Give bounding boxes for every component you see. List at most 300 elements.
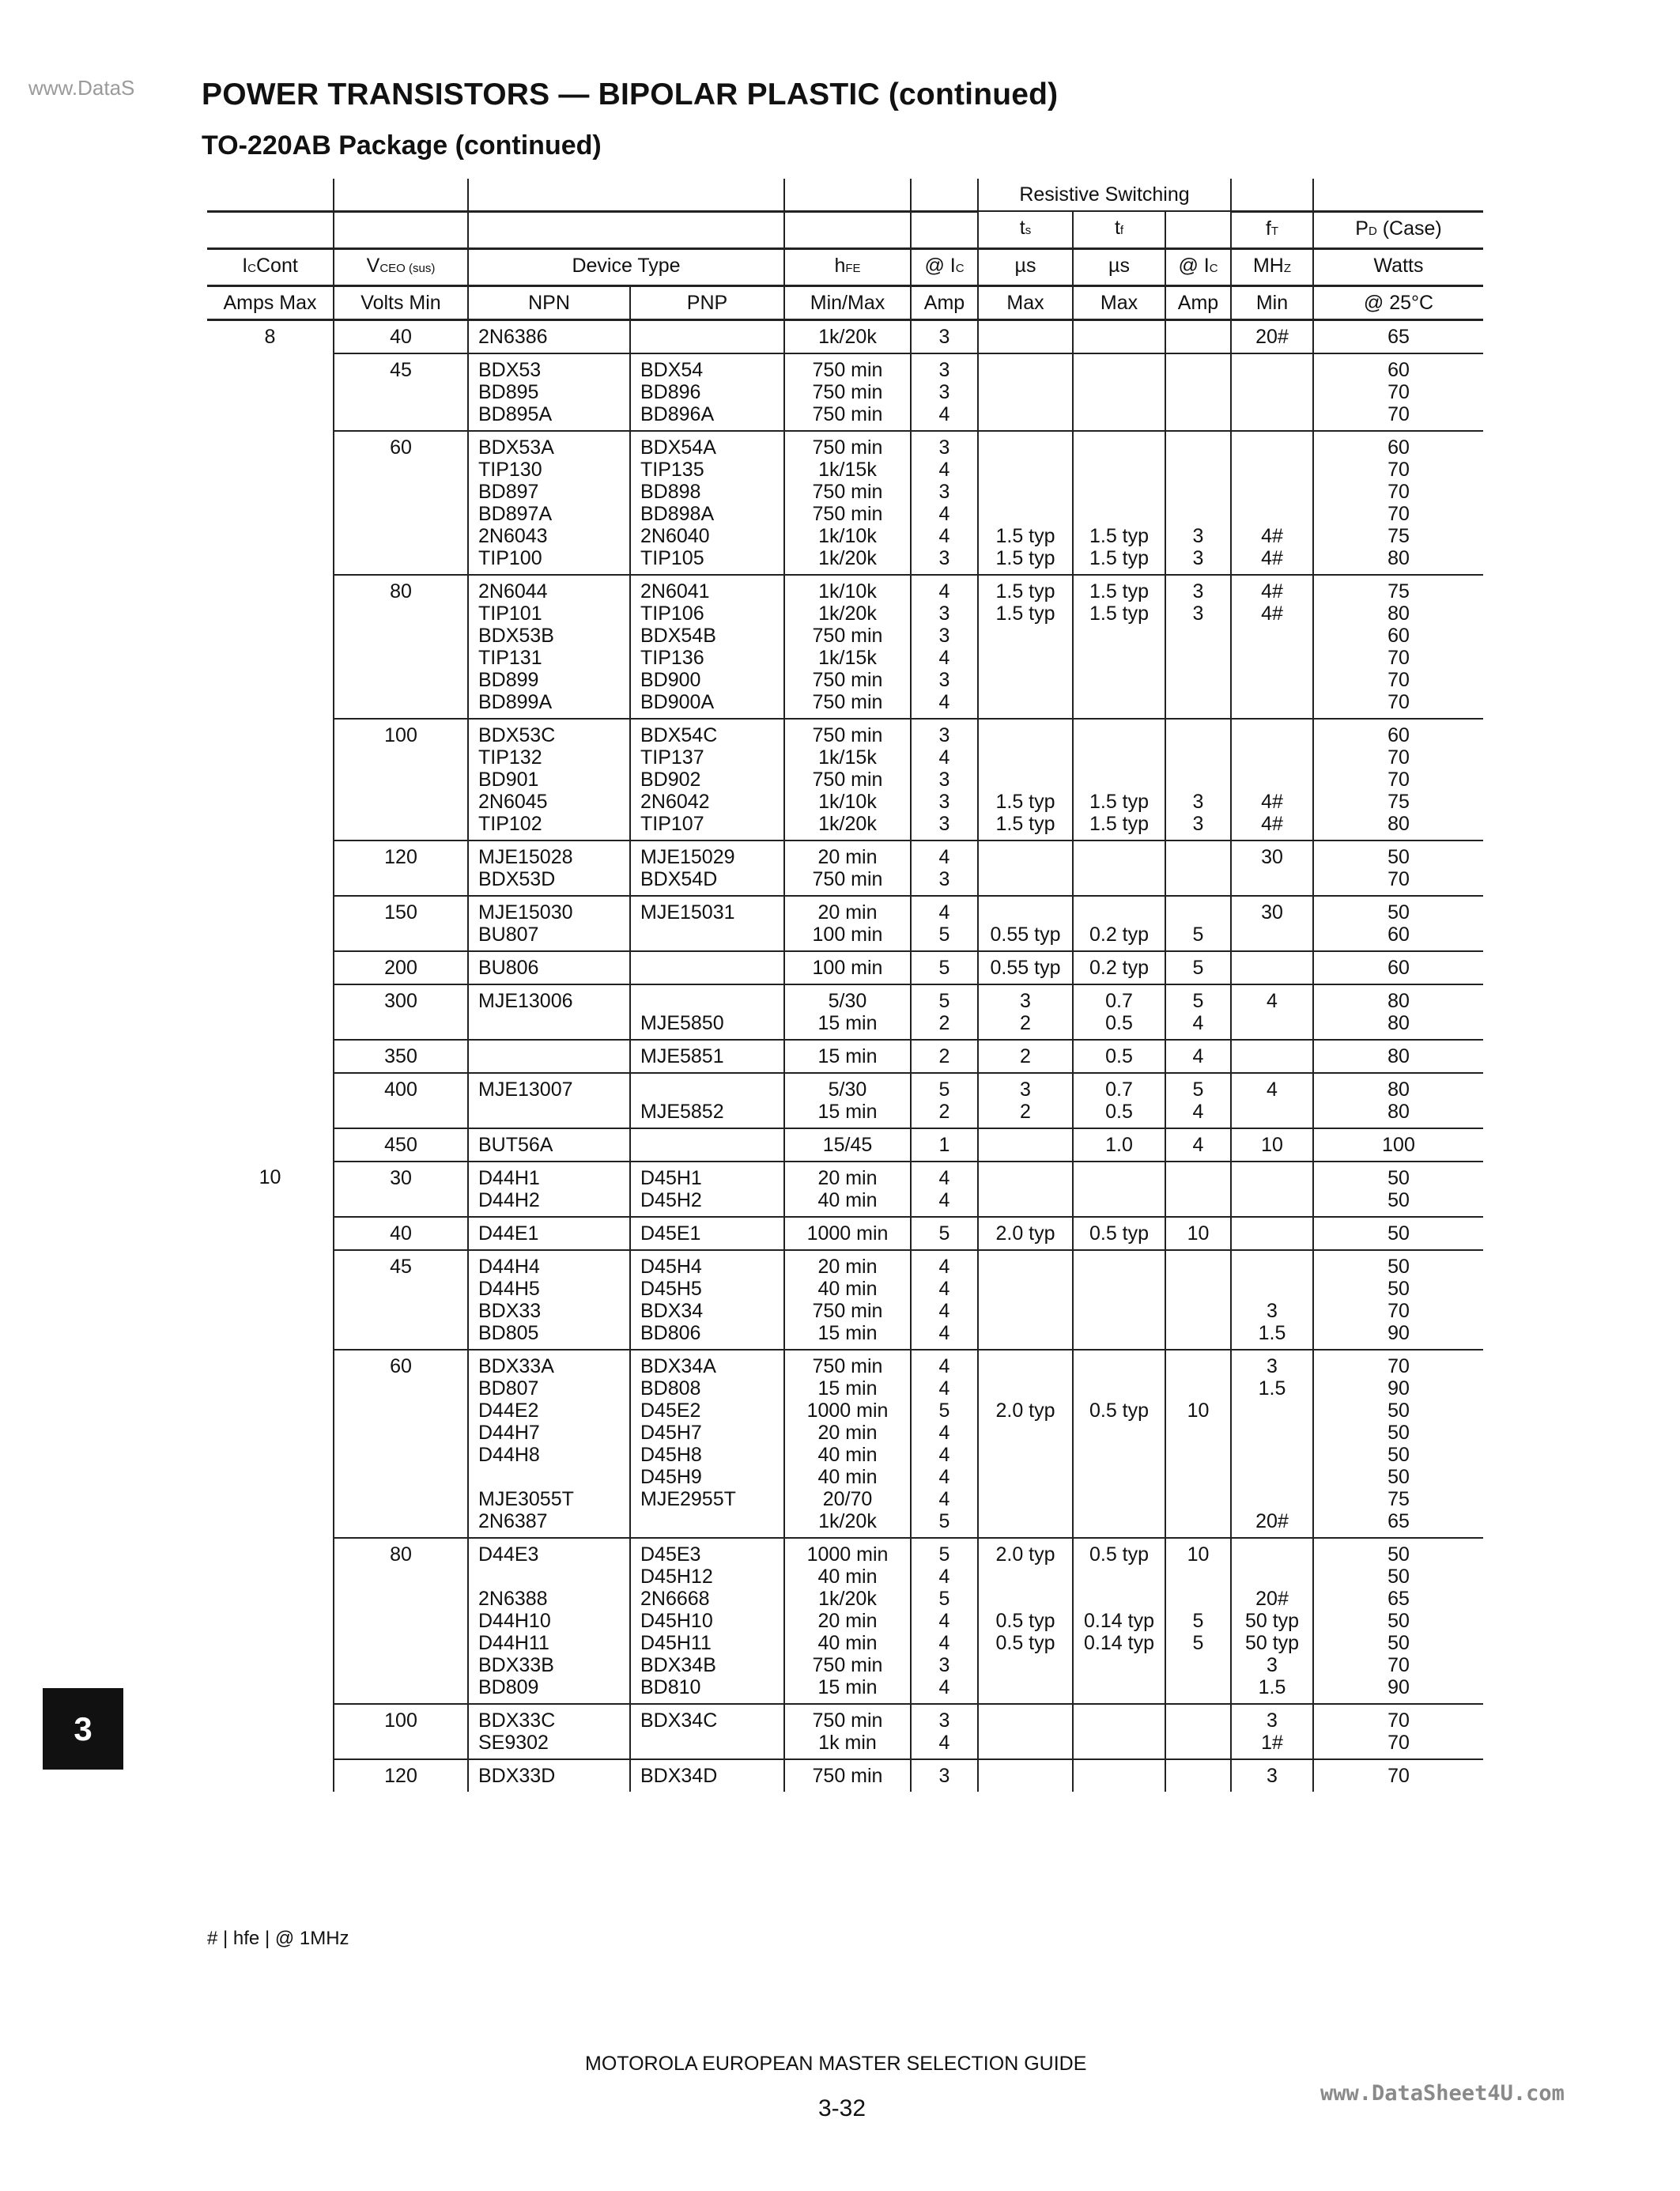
ts-cell: [978, 1704, 1073, 1759]
cell-line: [478, 1466, 629, 1488]
cell-line: 3: [1192, 580, 1204, 603]
cell-line: [1166, 1377, 1230, 1400]
pd-cell: [1313, 1538, 1483, 1704]
pnp-cell: [630, 319, 784, 353]
cell-line: 5: [938, 923, 950, 946]
cell-line: 50: [1387, 845, 1410, 868]
cell-line: 4: [1192, 1133, 1204, 1156]
ts-cell: [978, 1538, 1073, 1704]
cell-line: 80: [1387, 1100, 1410, 1123]
ic-cell: [911, 1538, 978, 1704]
cell-line: [1074, 846, 1165, 868]
ft-cell: [1231, 319, 1313, 353]
cell-line: [1166, 436, 1230, 459]
amps-max-cell: [207, 841, 334, 896]
volts-min-cell: 45: [334, 1250, 468, 1350]
pd-cell: [1313, 1704, 1483, 1759]
amps-max-cell: [207, 1538, 334, 1704]
cell-line: 70: [1387, 402, 1410, 425]
cell-line: 65: [1387, 1587, 1410, 1610]
cell-line: 2: [1020, 1045, 1031, 1067]
cell-line: 50 typ: [1244, 1609, 1300, 1632]
tf-cell: [1073, 1073, 1165, 1128]
volts-min-cell: 45: [334, 353, 468, 431]
cell-line: [979, 481, 1072, 503]
cell-line: [1232, 1012, 1312, 1034]
cell-line: BD896A: [640, 402, 715, 425]
cell-line: TIP136: [640, 646, 704, 669]
tf-header: tf: [1073, 211, 1165, 248]
cell-line: 75: [1387, 1487, 1410, 1510]
tf-us-header: µs: [1073, 248, 1165, 285]
cell-line: BUT56A: [478, 1133, 553, 1156]
cell-line: 75: [1387, 790, 1410, 813]
cell-line: 750 min: [812, 480, 883, 503]
sw-ic-cell: [1165, 984, 1231, 1040]
cell-line: [979, 724, 1072, 746]
cell-line: MJE13006: [478, 989, 573, 1012]
cell-line: 2: [1020, 1011, 1031, 1034]
cell-line: 750 min: [812, 624, 883, 647]
cell-line: 80: [1387, 1078, 1410, 1101]
pnp-cell: [630, 1162, 784, 1217]
volts-min-cell: 400: [334, 1073, 468, 1128]
npn-cell: [468, 575, 630, 719]
cell-line: [1074, 1588, 1165, 1610]
cell-line: 3: [938, 1764, 950, 1787]
cell-line: 2N6043: [478, 524, 548, 547]
cell-line: [1074, 669, 1165, 691]
cell-line: MJE5850: [640, 1011, 724, 1034]
cell-line: 5: [1192, 1609, 1204, 1632]
cell-line: 3: [938, 790, 950, 813]
cell-line: 2.0 typ: [995, 1399, 1055, 1422]
cell-line: 3: [938, 1709, 950, 1732]
cell-line: 80: [1387, 546, 1410, 569]
cell-line: 20/70: [822, 1487, 873, 1510]
cell-line: 3: [938, 812, 950, 835]
npn-cell: [468, 1162, 630, 1217]
cell-line: 4: [938, 1255, 950, 1278]
amps-max-cell: 10: [259, 1165, 281, 1188]
cell-line: BDX53D: [478, 867, 556, 890]
cell-line: 2.0 typ: [995, 1543, 1055, 1566]
cell-line: TIP131: [478, 646, 542, 669]
cell-line: [1166, 625, 1230, 647]
cell-line: D45H8: [640, 1443, 702, 1466]
cell-line: BD900A: [640, 690, 715, 713]
ic-cell: [911, 353, 978, 431]
sw-ic-cell: [1165, 1704, 1231, 1759]
ft-cell: [1231, 1704, 1313, 1759]
cell-line: 15 min: [817, 1045, 878, 1067]
cell-line: 1k/10k: [818, 580, 877, 603]
cell-line: 4: [938, 845, 950, 868]
cell-line: 2N6044: [478, 580, 548, 603]
cell-line: 70: [1387, 458, 1410, 481]
transistor-table: [207, 179, 1483, 1792]
cell-line: 4#: [1261, 580, 1283, 603]
cell-line: [1232, 1422, 1312, 1444]
hfe-cell: [784, 719, 911, 841]
cell-line: 5: [938, 1587, 950, 1610]
cell-line: 0.5: [1105, 1045, 1133, 1067]
table-row: [207, 319, 1483, 353]
cell-line: BD809: [478, 1675, 539, 1698]
cell-line: MJE5852: [640, 1100, 724, 1123]
cell-line: D45H7: [640, 1421, 702, 1444]
sw-ic-cell: [1165, 1162, 1231, 1217]
cell-line: TIP137: [640, 746, 704, 769]
cell-line: 0.2 typ: [1089, 956, 1150, 979]
cell-line: [1074, 1278, 1165, 1300]
cell-line: MJE5851: [640, 1045, 724, 1067]
tf-cell: [1073, 984, 1165, 1040]
cell-line: 3: [1192, 812, 1204, 835]
table-row: [207, 1350, 1483, 1538]
cell-line: [1074, 1765, 1165, 1787]
cell-line: 70: [1387, 1764, 1410, 1787]
watermark-top: www.DataS: [28, 76, 135, 100]
cell-line: [1166, 868, 1230, 890]
npn-cell: [468, 1073, 630, 1128]
cell-line: 5: [938, 1543, 950, 1566]
cell-line: 50: [1387, 1166, 1410, 1189]
ft-cell: [1231, 896, 1313, 951]
cell-line: BU806: [478, 956, 539, 979]
cell-line: 20 min: [817, 1255, 878, 1278]
cell-line: BDX34C: [640, 1709, 718, 1732]
cell-line: 60: [1387, 358, 1410, 381]
cell-line: 3: [938, 436, 950, 459]
cell-line: 3: [938, 380, 950, 403]
pnp-header: PNP: [630, 285, 784, 319]
cell-line: [640, 990, 783, 1012]
cell-line: [979, 1709, 1072, 1732]
cell-line: [1232, 1256, 1312, 1278]
ic-cell: [911, 431, 978, 575]
cell-line: 750 min: [812, 867, 883, 890]
volts-min-cell: 30: [334, 1162, 468, 1217]
cell-line: [979, 901, 1072, 924]
cell-line: 40 min: [817, 1565, 878, 1588]
cell-line: 40 min: [817, 1443, 878, 1466]
cell-line: BDX54B: [640, 624, 716, 647]
table-body: [207, 319, 1483, 1792]
cell-line: 4: [938, 1354, 950, 1377]
ft-cell: [1231, 575, 1313, 719]
cell-line: 3: [1267, 1709, 1278, 1732]
cell-line: 3: [1267, 1299, 1278, 1322]
cell-line: [979, 1444, 1072, 1466]
cell-line: [1166, 1765, 1230, 1787]
cell-line: 2: [938, 1011, 950, 1034]
cell-line: MJE15030: [478, 901, 573, 924]
ft-cell: [1231, 984, 1313, 1040]
cell-line: [1232, 957, 1312, 979]
cell-line: BDX34: [640, 1299, 704, 1322]
cell-line: 50: [1387, 1631, 1410, 1654]
cell-line: 70: [1387, 1299, 1410, 1322]
cell-line: MJE2955T: [640, 1487, 736, 1510]
table-row: [207, 1073, 1483, 1128]
ts-cell: [978, 1128, 1073, 1162]
tf-cell: [1073, 319, 1165, 353]
ts-cell: [978, 319, 1073, 353]
cell-line: [1166, 1676, 1230, 1698]
pnp-cell: [630, 1759, 784, 1792]
cell-line: [1166, 1588, 1230, 1610]
hfe-header: hFE: [784, 248, 911, 285]
cell-line: 20 min: [817, 1166, 878, 1189]
cell-line: 0.55 typ: [990, 923, 1061, 946]
cell-line: [979, 1566, 1072, 1588]
cell-line: 4: [938, 1188, 950, 1211]
cell-line: BDX53B: [478, 624, 554, 647]
cell-line: 70: [1387, 867, 1410, 890]
cell-line: 4: [938, 746, 950, 769]
hfe-cell: [784, 1350, 911, 1538]
cell-line: 1k/20k: [818, 546, 877, 569]
tf-cell: [1073, 951, 1165, 984]
ts-cell: [978, 1759, 1073, 1792]
cell-line: 1.5 typ: [995, 580, 1055, 603]
amps-max-cell: [207, 1073, 334, 1128]
cell-line: 4: [938, 524, 950, 547]
cell-line: 60: [1387, 956, 1410, 979]
cell-line: 4: [938, 1277, 950, 1300]
cell-line: [640, 957, 783, 979]
volts-min-cell: 100: [334, 1704, 468, 1759]
cell-line: 5: [938, 1222, 950, 1245]
cell-line: [979, 359, 1072, 381]
cell-line: 750 min: [812, 1764, 883, 1787]
hfe-cell: [784, 353, 911, 431]
cell-line: 1k/15k: [818, 458, 877, 481]
cell-line: 3: [1020, 989, 1031, 1012]
cell-line: [979, 868, 1072, 890]
amps-max-cell: [207, 1128, 334, 1162]
cell-line: [979, 625, 1072, 647]
sw-ic-cell: [1165, 1128, 1231, 1162]
cell-line: MJE15028: [478, 845, 573, 868]
cell-line: 5: [1192, 989, 1204, 1012]
table-row: [207, 951, 1483, 984]
sw-ic-cell: [1165, 319, 1231, 353]
cell-line: [1166, 1732, 1230, 1754]
npn-cell: [468, 1704, 630, 1759]
sw-ic-cell: [1165, 1538, 1231, 1704]
cell-line: [1166, 1422, 1230, 1444]
cell-line: [1232, 459, 1312, 481]
cell-line: 70: [1387, 502, 1410, 525]
cell-line: 4: [938, 402, 950, 425]
pd-cell: [1313, 1250, 1483, 1350]
cell-line: [1166, 1355, 1230, 1377]
cell-line: [979, 381, 1072, 403]
cell-line: [640, 1079, 783, 1101]
ft-cell: [1231, 353, 1313, 431]
cell-line: [979, 1189, 1072, 1211]
table-row: [207, 1162, 1483, 1217]
cell-line: 1.5 typ: [1089, 812, 1150, 835]
cell-line: 1.5 typ: [995, 546, 1055, 569]
cell-line: [979, 1134, 1072, 1156]
cell-line: [1232, 481, 1312, 503]
volts-min-cell: 80: [334, 575, 468, 719]
cell-line: 1.5 typ: [1089, 602, 1150, 625]
cell-line: 2: [938, 1045, 950, 1067]
volts-min-cell: 40: [334, 319, 468, 353]
ic-cell: [911, 951, 978, 984]
cell-line: 0.7: [1105, 989, 1133, 1012]
cell-line: 100: [1382, 1133, 1415, 1156]
hfe-cell: [784, 1250, 911, 1350]
cell-line: 70: [1387, 668, 1410, 691]
cell-line: [1166, 1189, 1230, 1211]
cell-line: [1232, 1189, 1312, 1211]
cell-line: [1166, 459, 1230, 481]
amps-max-cell: [207, 353, 334, 431]
cell-line: BDX34D: [640, 1764, 718, 1787]
cell-line: 4: [938, 580, 950, 603]
watermark-bottom: www.DataSheet4U.com: [1320, 2081, 1565, 2106]
cell-line: 20#: [1255, 325, 1289, 348]
ic-cell: [911, 1073, 978, 1128]
cell-line: 80: [1387, 1045, 1410, 1067]
cell-line: [1166, 1167, 1230, 1189]
cell-line: D44E3: [478, 1543, 539, 1566]
cell-line: [1232, 724, 1312, 746]
ic-cell: [911, 841, 978, 896]
cell-line: 3: [1192, 524, 1204, 547]
ic-cell: [911, 1217, 978, 1250]
tf-cell: [1073, 1759, 1165, 1792]
cell-line: 30: [1261, 845, 1283, 868]
cell-line: BD902: [640, 768, 701, 791]
cell-line: [1074, 647, 1165, 669]
cell-line: BD896: [640, 380, 701, 403]
npn-cell: [468, 1040, 630, 1073]
cell-line: D44E1: [478, 1222, 539, 1245]
ic-cell: [911, 1759, 978, 1792]
npn-header: NPN: [468, 285, 630, 319]
cell-line: [1166, 1488, 1230, 1510]
cell-line: 1k/10k: [818, 790, 877, 813]
pnp-cell: [630, 896, 784, 951]
hfe-cell: [784, 896, 911, 951]
ft-cell: [1231, 1073, 1313, 1128]
cell-line: 50: [1387, 1255, 1410, 1278]
cell-line: 2N6668: [640, 1587, 710, 1610]
cell-line: BDX33A: [478, 1354, 554, 1377]
cell-line: 50: [1387, 1222, 1410, 1245]
cell-line: 750 min: [812, 436, 883, 459]
cell-line: [1074, 1676, 1165, 1698]
cell-line: [1232, 1466, 1312, 1488]
cell-line: 1k/15k: [818, 746, 877, 769]
ts-header: ts: [978, 211, 1073, 248]
tf-cell: [1073, 1538, 1165, 1704]
cell-line: 4: [938, 1465, 950, 1488]
cell-line: 70: [1387, 1731, 1410, 1754]
npn-cell: [468, 951, 630, 984]
cell-line: TIP107: [640, 812, 704, 835]
cell-line: [1166, 846, 1230, 868]
ic-cont-header: ICCont: [207, 248, 334, 285]
table-row: [207, 1538, 1483, 1704]
cell-line: 4: [938, 690, 950, 713]
cell-line: 4: [1192, 1100, 1204, 1123]
cell-line: 0.5: [1105, 1011, 1133, 1034]
pd-cell: [1313, 319, 1483, 353]
tf-cell: [1073, 353, 1165, 431]
cell-line: 70: [1387, 746, 1410, 769]
cell-line: 20#: [1255, 1587, 1289, 1610]
cell-line: 0.2 typ: [1089, 923, 1150, 946]
cell-line: [1166, 724, 1230, 746]
cell-line: 2N6045: [478, 790, 548, 813]
cell-line: 3: [938, 668, 950, 691]
pnp-cell: [630, 1538, 784, 1704]
cell-line: BDX33: [478, 1299, 542, 1322]
cell-line: [1074, 1510, 1165, 1532]
cell-line: MJE3055T: [478, 1487, 574, 1510]
ft-cell: [1231, 1217, 1313, 1250]
sw-ic-cell: [1165, 1759, 1231, 1792]
cell-line: 5: [1192, 923, 1204, 946]
cell-line: [1074, 1654, 1165, 1676]
pnp-cell: [630, 1250, 784, 1350]
cell-line: [979, 1167, 1072, 1189]
sw-at-ic-header: @ IC: [1165, 248, 1231, 285]
at25-header: @ 25°C: [1313, 285, 1483, 319]
cell-line: [1074, 901, 1165, 924]
cell-line: [478, 1012, 629, 1034]
cell-line: [1074, 746, 1165, 769]
cell-line: 40 min: [817, 1631, 878, 1654]
cell-line: 70: [1387, 1653, 1410, 1676]
cell-line: [979, 1322, 1072, 1344]
tf-cell: [1073, 1217, 1165, 1250]
device-type-header: Device Type: [468, 248, 784, 285]
cell-line: 60: [1387, 436, 1410, 459]
cell-line: TIP106: [640, 602, 704, 625]
ts-cell: [978, 1073, 1073, 1128]
cell-line: 4: [938, 1299, 950, 1322]
hfe-cell: [784, 575, 911, 719]
cell-line: 5/30: [828, 989, 867, 1012]
cell-line: [979, 1765, 1072, 1787]
cell-line: [1232, 868, 1312, 890]
hfe-cell: [784, 1162, 911, 1217]
pd-cell: [1313, 1128, 1483, 1162]
cell-line: 10: [1187, 1222, 1210, 1245]
cell-line: [1166, 669, 1230, 691]
cell-line: 1: [938, 1133, 950, 1156]
cell-line: 4: [938, 1377, 950, 1400]
cell-line: 2.0 typ: [995, 1222, 1055, 1245]
ft-cell: [1231, 1250, 1313, 1350]
tf-max-header: Max: [1073, 285, 1165, 319]
cell-line: 60: [1387, 624, 1410, 647]
cell-line: D45E3: [640, 1543, 701, 1566]
hfe-cell: [784, 319, 911, 353]
npn-cell: [468, 984, 630, 1040]
cell-line: BDX54D: [640, 867, 718, 890]
cell-line: 1.5 typ: [995, 790, 1055, 813]
ts-us-header: µs: [978, 248, 1073, 285]
